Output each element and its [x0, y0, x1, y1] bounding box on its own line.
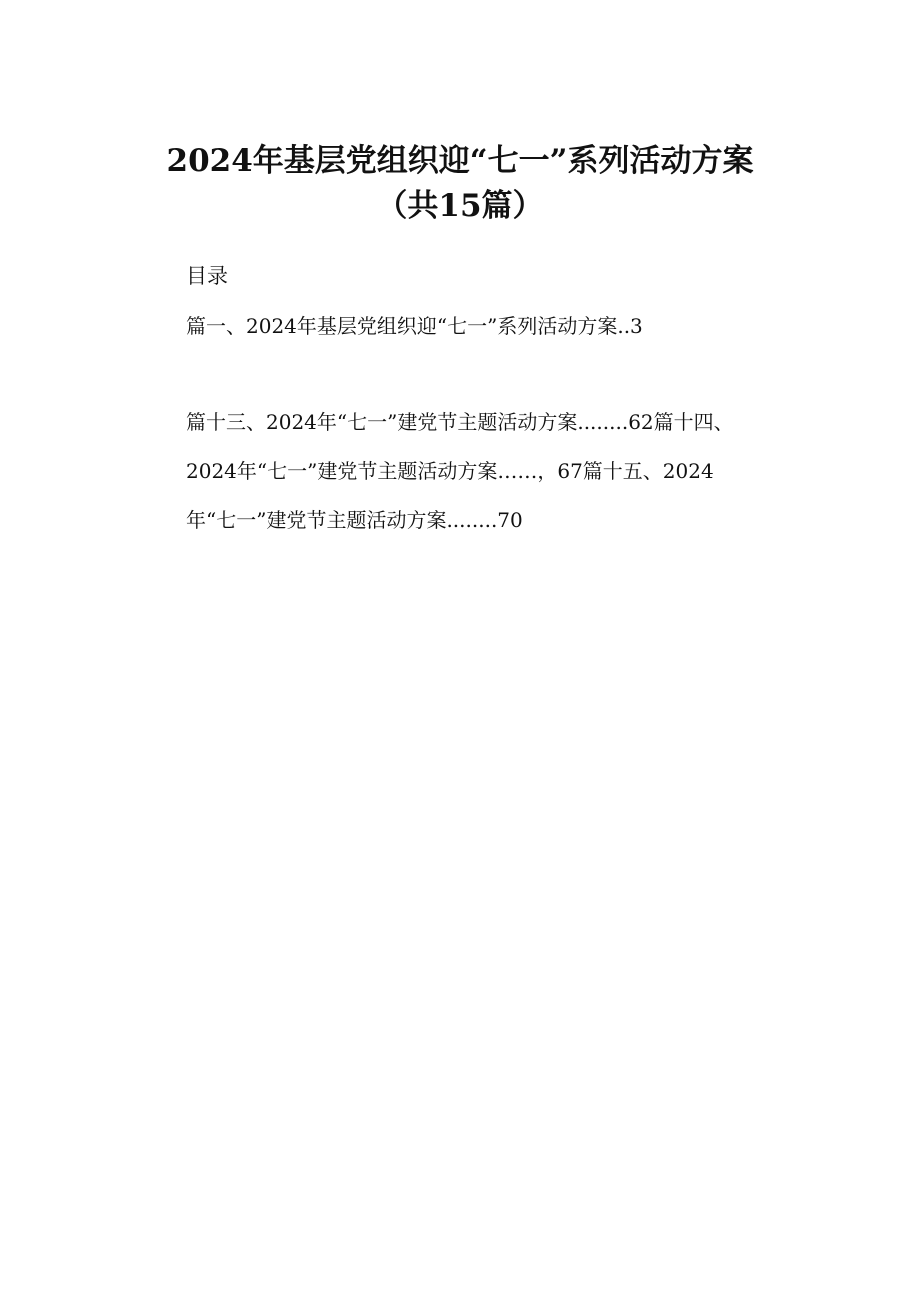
toc-heading: 目录: [186, 264, 228, 288]
toc-entry: 篇十三、2024年“七一”建党节主题活动方案........62篇十四、: [186, 410, 734, 434]
document-subtitle: （共15篇）: [376, 188, 544, 224]
toc-entry: 2024年“七一”建党节主题活动方案……，67篇十五、2024: [186, 459, 714, 483]
toc-entry: 篇一、2024年基层党组织迎“七一”系列活动方案..3: [186, 314, 643, 338]
toc-entry: 年“七一”建党节主题活动方案........70: [186, 508, 523, 532]
document-title: 2024年基层党组织迎“七一”系列活动方案: [166, 143, 754, 179]
